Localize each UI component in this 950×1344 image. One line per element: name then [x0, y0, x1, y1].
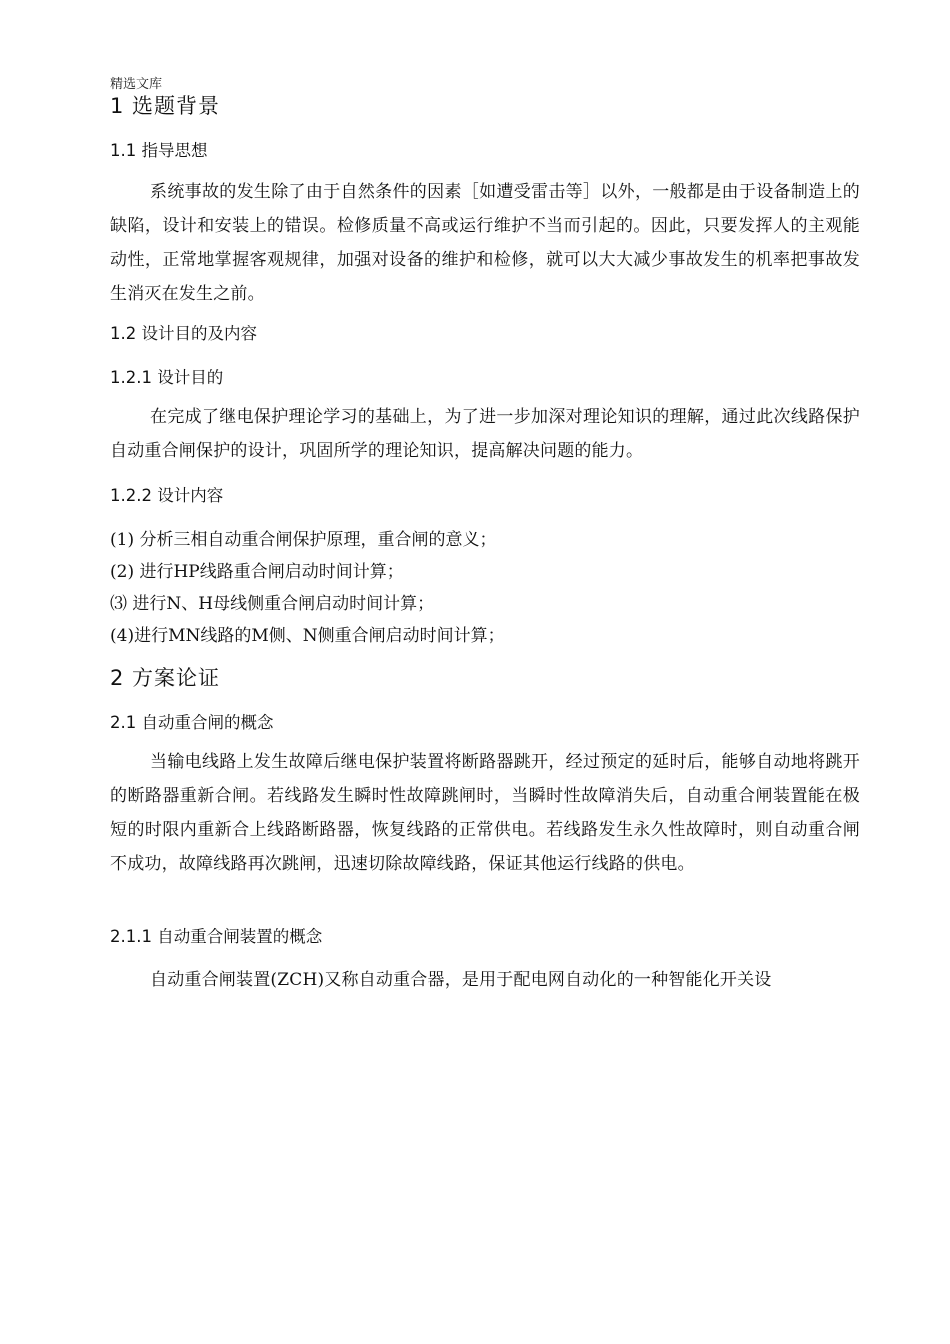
design-item-2: (2) 进行HP线路重合闸启动时间计算； — [110, 562, 404, 582]
section-2-1-1-title: 2.1.1 自动重合闸装置的概念 — [110, 927, 323, 946]
section-1-2-title: 1.2 设计目的及内容 — [110, 324, 257, 343]
design-item-1: (1) 分析三相自动重合闸保护原理，重合闸的意义； — [110, 530, 497, 550]
section-2-1-paragraph: 当输电线路上发生故障后继电保护装置将断路器跳开，经过预定的延时后，能够自动地将跳开的断路器重新合闸。若线路发生瞬时性故障跳闸时，当瞬时性故障消失后，自动重合闸装置能在极短的时限内重新合上线路断路器，恢复线路的正常供电。若线路发生永久性故障时，则自动重合闸不成功，故障线路再次跳闸，迅速切除故障线路，保证其他运行线路的供电。 — [110, 752, 860, 874]
section-1-title: 1 选题背景 — [110, 94, 221, 118]
design-item-4: (4)进行MN线路的M侧、N侧重合闸启动时间计算； — [110, 626, 505, 646]
section-1-1-paragraph: 系统事故的发生除了由于自然条件的因素［如遭受雷击等］以外，一般都是由于设备制造上的缺陷，设计和安装上的错误。检修质量不高或运行维护不当而引起的。因此，只要发挥人的主观能动性，正常地掌握客观规律，加强对设备的维护和检修，就可以大大减少事故发生的机率把事故发生消灭在发生之前。 — [110, 182, 860, 304]
design-item-3: ⑶ 进行N、H母线侧重合闸启动时间计算； — [110, 594, 435, 614]
section-1-2-1-paragraph: 在完成了继电保护理论学习的基础上，为了进一步加深对理论知识的理解，通过此次线路保护自动重合闸保护的设计，巩固所学的理论知识，提高解决问题的能力。 — [110, 407, 860, 461]
page-header: 精选文库 — [110, 77, 163, 92]
section-2-title: 2 方案论证 — [110, 666, 221, 690]
section-1-1-title: 1.1 指导思想 — [110, 141, 208, 160]
section-2-1-1-paragraph: 自动重合闸装置(ZCH)又称自动重合器，是用于配电网自动化的一种智能化开关设 — [150, 970, 772, 990]
section-1-2-1-title: 1.2.1 设计目的 — [110, 368, 224, 387]
section-2-1-title: 2.1 自动重合闸的概念 — [110, 713, 274, 732]
section-1-2-2-title: 1.2.2 设计内容 — [110, 486, 224, 505]
